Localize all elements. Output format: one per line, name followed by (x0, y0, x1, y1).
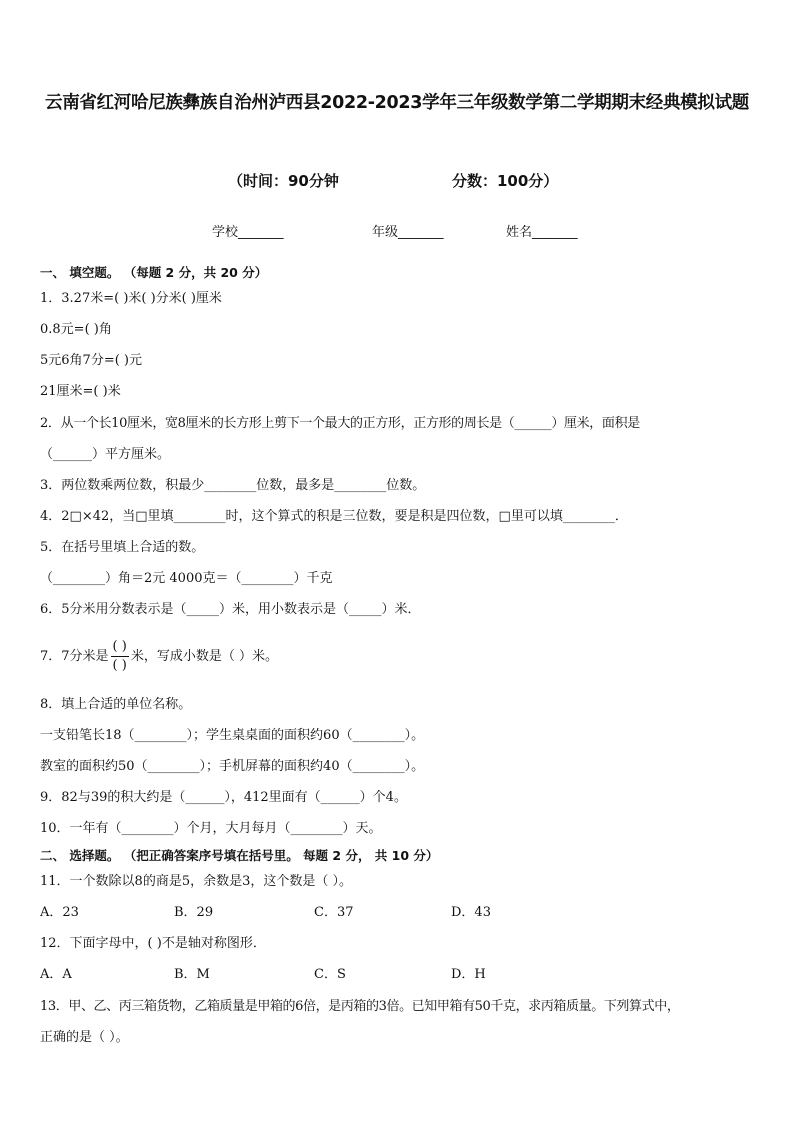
question-1d: 21厘米=( )米 (40, 384, 121, 399)
q12-option-b: B．M (174, 967, 210, 982)
question-10: 10．一年有（________）个月，大月每月（________）天。 (40, 821, 382, 836)
exam-time: （时间：90分钟 (228, 172, 339, 190)
q7-numerator: ( ) (111, 638, 129, 657)
question-13a: 13．甲、乙、丙三箱货物，乙箱质量是甲箱的6倍，是丙箱的3倍。已知甲箱有50千克，求丙箱质量。下列算式中， (40, 999, 680, 1014)
section-1-heading: 一、 填空题。 （每题 2 分，共 20 分） (40, 265, 268, 280)
q7-denominator: ( ) (112, 658, 127, 673)
q11-option-d: D．43 (451, 905, 491, 920)
question-12-options (40, 965, 740, 985)
q7-suffix: 米，写成小数是（ ）米。 (130, 649, 278, 664)
question-11-options (40, 903, 740, 923)
question-12: 12．下面字母中，( )不是轴对称图形． (40, 936, 266, 951)
question-7 (40, 637, 278, 677)
q11-option-b: B．29 (174, 905, 214, 920)
question-1c: 5元6角7分=( )元 (40, 353, 142, 368)
question-11: 11．一个数除以8的商是5，余数是3，这个数是（ ）。 (40, 874, 352, 889)
question-8a: 8．填上合适的单位名称。 (40, 697, 192, 712)
q12-option-a: A．A (40, 967, 72, 982)
q12-option-c: C．S (314, 967, 346, 982)
q11-option-c: C．37 (314, 905, 354, 920)
question-1a: 1．3.27米=( )米( )分米( )厘米 (40, 291, 222, 306)
question-1b: 0.8元=( )角 (40, 322, 112, 337)
section-2-heading: 二、 选择题。 （把正确答案序号填在括号里。 每题 2 分， 共 10 分） (40, 848, 439, 863)
question-3: 3．两位数乘两位数，积最少________位数，最多是________位数。 (40, 478, 426, 493)
question-2a: 2．从一个长10厘米，宽8厘米的长方形上剪下一个最大的正方形，正方形的周长是（______）厘米，面积是 (40, 416, 640, 431)
grade-field: 年级_______ (372, 225, 444, 240)
q7-prefix: 7．7分米是 (40, 649, 109, 664)
school-field: 学校_______ (212, 225, 284, 240)
question-5a: 5．在括号里填上合适的数。 (40, 540, 205, 555)
student-info (0, 221, 794, 241)
q11-option-a: A．23 (40, 905, 79, 920)
name-field: 姓名_______ (506, 225, 578, 240)
question-13b: 正确的是（ ）。 (40, 1030, 129, 1045)
question-9: 9．82与39的积大约是（______），412里面有（______）个4。 (40, 790, 407, 805)
page-title: 云南省红河哈尼族彝族自治州泸西县2022-2023学年三年级数学第二学期期末经典模拟试题 (45, 93, 749, 113)
question-2b: （______）平方厘米。 (40, 447, 171, 462)
question-8b: 一支铅笔长18（________）；学生桌桌面的面积约60（________）。 (40, 728, 425, 743)
q12-option-d: D．H (451, 967, 486, 982)
exam-meta (0, 170, 794, 194)
question-6: 6．5分米用分数表示是（_____）米，用小数表示是（_____）米． (40, 602, 421, 617)
q7-fraction (111, 638, 129, 675)
question-4: 4．2□×42，当□里填________时，这个算式的积是三位数，要是积是四位数，□里可以填________． (40, 509, 628, 524)
question-8c: 教室的面积约50（________）；手机屏幕的面积约40（________）。 (40, 759, 425, 774)
exam-score: 分数：100分） (452, 172, 559, 190)
question-5b: （________）角＝2元 4000克＝（________）千克 (40, 571, 333, 586)
